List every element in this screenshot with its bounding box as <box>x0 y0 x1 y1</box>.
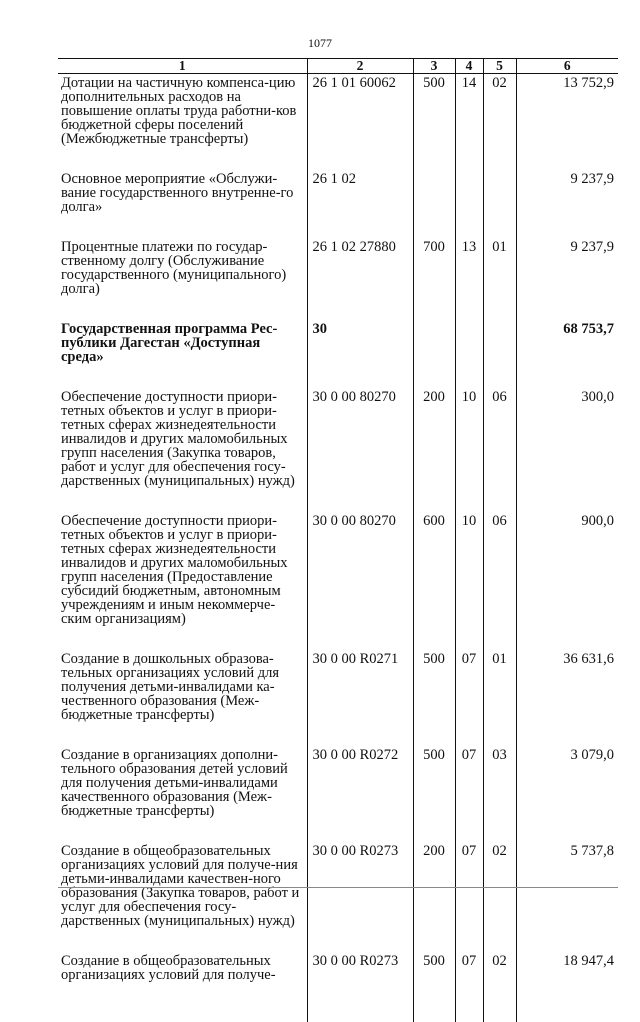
row-code-cell: 30 0 00 80270 <box>307 512 413 650</box>
row-name-cell: Государственная программа Рес-публики Дагестан «Доступная среда» <box>58 320 307 388</box>
column-header: 4 <box>455 59 483 74</box>
table-header-row <box>58 59 618 74</box>
table-row <box>58 74 618 171</box>
table-body <box>58 74 618 1022</box>
table-row <box>58 320 618 388</box>
table-row <box>58 512 618 650</box>
row-column-3-cell: 500 <box>413 74 455 171</box>
row-amount-cell: 36 631,6 <box>516 650 618 746</box>
row-code-cell: 26 1 02 27880 <box>307 238 413 320</box>
column-header: 6 <box>516 59 618 74</box>
table-row <box>58 170 618 238</box>
budget-table-container <box>58 58 618 1022</box>
row-amount-cell: 18 947,4 <box>516 952 618 1022</box>
row-amount-cell: 300,0 <box>516 388 618 512</box>
column-header: 2 <box>307 59 413 74</box>
page-bottom-rule <box>58 887 618 888</box>
row-column-5-cell: 06 <box>483 388 516 512</box>
table-row <box>58 650 618 746</box>
row-column-3-cell <box>413 320 455 388</box>
row-name-cell: Дотации на частичную компенса-цию дополнительных расходов на повышение оплаты труда работни-ков бюджетной сферы поселений (Межбюджетные трансферты) <box>58 74 307 171</box>
row-code-cell: 30 0 00 R0271 <box>307 650 413 746</box>
budget-table <box>58 58 618 1022</box>
row-column-5-cell: 02 <box>483 952 516 1022</box>
table-row <box>58 238 618 320</box>
row-column-4-cell: 07 <box>455 650 483 746</box>
row-column-4-cell: 10 <box>455 388 483 512</box>
row-column-4-cell: 14 <box>455 74 483 171</box>
row-amount-cell: 9 237,9 <box>516 238 618 320</box>
table-row <box>58 952 618 1022</box>
row-name-cell: Создание в общеобразовательных организациях условий для получе-ния детьми-инвалидами качествен-ного образования (Закупка товаров, работ и услуг для обеспечения госу-дарственных (муниципальных) нужд) <box>58 842 307 952</box>
row-column-4-cell <box>455 170 483 238</box>
row-column-3-cell: 700 <box>413 238 455 320</box>
row-column-5-cell <box>483 320 516 388</box>
row-amount-cell: 13 752,9 <box>516 74 618 171</box>
page-number: 1077 <box>0 36 640 50</box>
row-amount-cell: 9 237,9 <box>516 170 618 238</box>
row-column-4-cell: 07 <box>455 842 483 952</box>
row-name-cell: Основное мероприятие «Обслужи-вание государственного внутренне-го долга» <box>58 170 307 238</box>
row-column-3-cell: 600 <box>413 512 455 650</box>
row-name-cell: Создание в организациях дополни-тельного образования детей условий для получения детьми-инвалидами качественного образования (Меж-бюджетные трансферты) <box>58 746 307 842</box>
row-name-cell: Создание в общеобразовательных организациях условий для получе- <box>58 952 307 1022</box>
row-column-3-cell: 500 <box>413 650 455 746</box>
row-column-5-cell <box>483 170 516 238</box>
row-column-5-cell: 06 <box>483 512 516 650</box>
row-code-cell: 30 <box>307 320 413 388</box>
row-column-3-cell: 200 <box>413 388 455 512</box>
column-header: 3 <box>413 59 455 74</box>
row-column-4-cell: 07 <box>455 952 483 1022</box>
row-name-cell: Создание в дошкольных образова-тельных организациях условий для получения детьми-инвалидами ка-чественного образования (Меж-бюджетные трансферты) <box>58 650 307 746</box>
row-column-3-cell: 500 <box>413 952 455 1022</box>
column-header: 1 <box>58 59 307 74</box>
table-row <box>58 746 618 842</box>
table-row <box>58 842 618 952</box>
row-amount-cell: 5 737,8 <box>516 842 618 952</box>
table-row <box>58 388 618 512</box>
row-column-3-cell: 200 <box>413 842 455 952</box>
row-code-cell: 26 1 02 <box>307 170 413 238</box>
row-code-cell: 30 0 00 R0273 <box>307 952 413 1022</box>
row-amount-cell: 900,0 <box>516 512 618 650</box>
row-column-3-cell <box>413 170 455 238</box>
row-column-4-cell: 07 <box>455 746 483 842</box>
row-column-3-cell: 500 <box>413 746 455 842</box>
row-name-cell: Обеспечение доступности приори-тетных объектов и услуг в приори-тетных сферах жизнедеятельности инвалидов и других маломобильных групп населения (Предоставление субсидий бюджетным, автономным учреждениям и иным некоммерче-ским организациям) <box>58 512 307 650</box>
row-column-5-cell: 02 <box>483 74 516 171</box>
row-column-4-cell: 10 <box>455 512 483 650</box>
row-amount-cell: 68 753,7 <box>516 320 618 388</box>
column-header: 5 <box>483 59 516 74</box>
row-amount-cell: 3 079,0 <box>516 746 618 842</box>
row-column-5-cell: 03 <box>483 746 516 842</box>
row-code-cell: 26 1 01 60062 <box>307 74 413 171</box>
row-code-cell: 30 0 00 R0273 <box>307 842 413 952</box>
row-code-cell: 30 0 00 R0272 <box>307 746 413 842</box>
row-column-4-cell <box>455 320 483 388</box>
row-name-cell: Процентные платежи по государ-ственному долгу (Обслуживание государственного (муниципального) долга) <box>58 238 307 320</box>
row-code-cell: 30 0 00 80270 <box>307 388 413 512</box>
row-column-5-cell: 01 <box>483 650 516 746</box>
row-column-4-cell: 13 <box>455 238 483 320</box>
row-column-5-cell: 02 <box>483 842 516 952</box>
row-column-5-cell: 01 <box>483 238 516 320</box>
row-name-cell: Обеспечение доступности приори-тетных объектов и услуг в приори-тетных сферах жизнедеятельности инвалидов и других маломобильных групп населения (Закупка товаров, работ и услуг для обеспечения госу-дарственных (муниципальных) нужд) <box>58 388 307 512</box>
